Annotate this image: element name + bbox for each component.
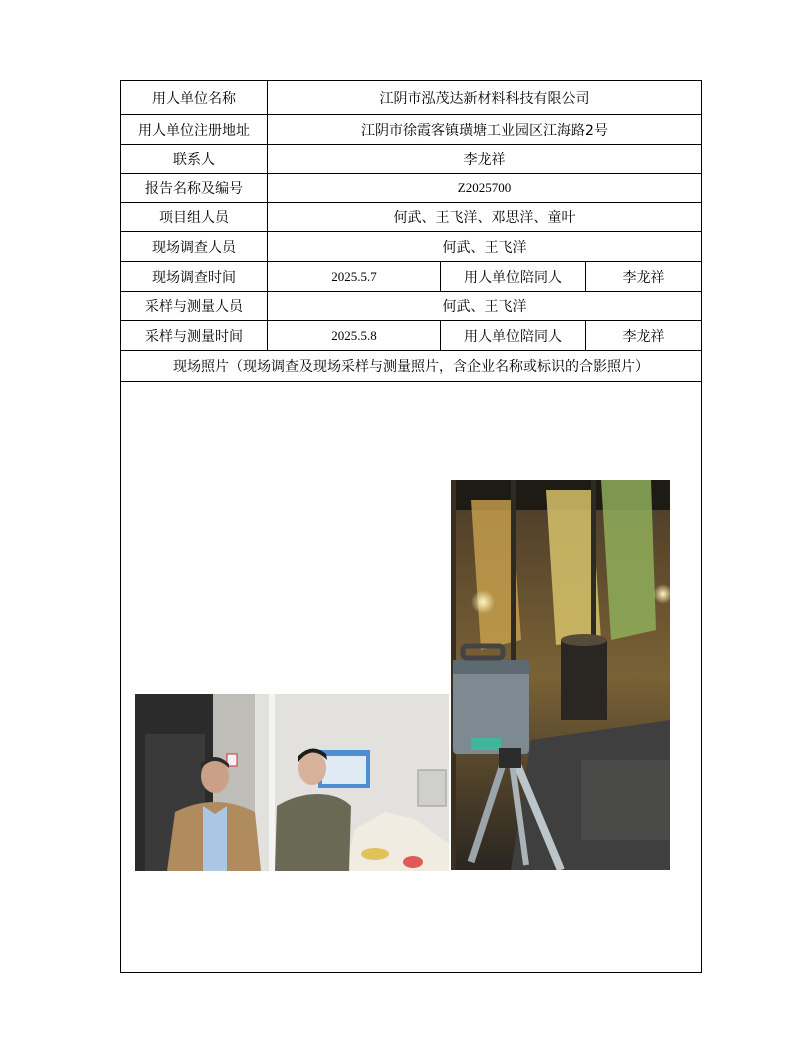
row-report	[121, 174, 701, 203]
sample-time-value: 2025.5.8	[268, 321, 441, 350]
sample-time-label: 采样与测量时间	[121, 321, 268, 350]
survey-time-label: 现场调查时间	[121, 262, 268, 291]
row-contact	[121, 145, 701, 174]
survey-escort-label: 用人单位陪同人	[441, 262, 586, 291]
sample-staff-label: 采样与测量人员	[121, 292, 268, 320]
survey-escort-value: 李龙祥	[622, 269, 665, 286]
team-value: 何武、王飞洋、邓思洋、童叶	[393, 210, 576, 226]
sample-escort-value: 李龙祥	[622, 328, 665, 345]
report-label: 报告名称及编号	[121, 174, 268, 202]
row-sample-staff	[121, 292, 701, 321]
survey-time-value: 2025.5.7	[268, 262, 441, 291]
report-value: Z2025700	[457, 180, 512, 195]
row-sample-time	[121, 321, 701, 351]
contact-value: 李龙祥	[463, 152, 506, 168]
row-photos-heading	[121, 351, 701, 382]
unit-name-value: 江阴市泓茂达新材料科技有限公司	[379, 90, 590, 107]
people-photo-image	[135, 694, 449, 871]
sample-staff-value: 何武、王飞洋	[442, 299, 527, 315]
left-photo	[135, 694, 449, 871]
row-address	[121, 115, 701, 145]
instrument-photo-image	[451, 480, 670, 870]
team-label: 项目组人员	[121, 203, 268, 231]
address-label: 用人单位注册地址	[121, 115, 268, 144]
row-survey-time	[121, 262, 701, 292]
row-survey-staff	[121, 232, 701, 262]
unit-name-label: 用人单位名称	[121, 81, 268, 114]
row-unit-name	[121, 81, 701, 115]
contact-label: 联系人	[121, 145, 268, 173]
right-photo	[451, 480, 670, 870]
row-team	[121, 203, 701, 232]
survey-staff-value: 何武、王飞洋	[442, 239, 527, 256]
address-value: 江阴市徐霞客镇璜塘工业园区江海路2号	[361, 122, 608, 139]
survey-staff-label: 现场调查人员	[121, 232, 268, 261]
photos-heading: 现场照片（现场调查及现场采样与测量照片，含企业名称或标识的合影照片）	[173, 359, 649, 375]
sample-escort-label: 用人单位陪同人	[441, 321, 586, 350]
